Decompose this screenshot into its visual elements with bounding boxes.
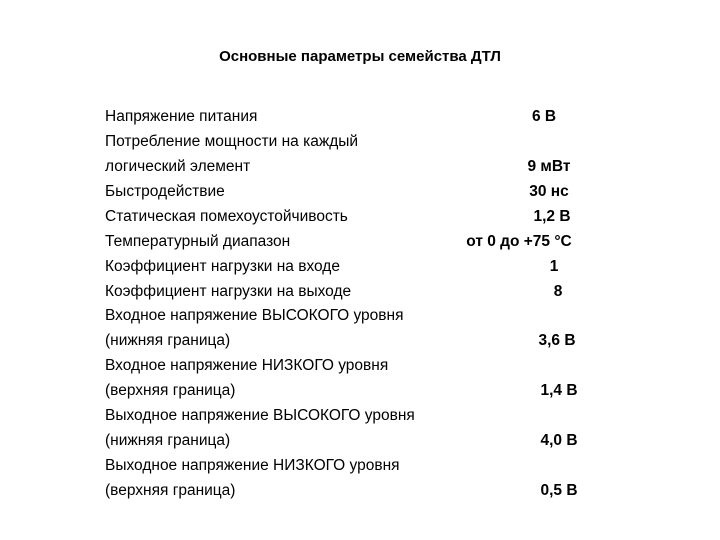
param-value-voh: 4,0 В [540,432,578,449]
param-value-supply-voltage: 6 В [531,108,557,125]
page-title: Основные параметры семейства ДТЛ [219,48,501,65]
param-value-fanin: 1 [549,258,559,275]
param-label-vih-line1: Входное напряжение ВЫСОКОГО уровня [105,307,404,324]
param-label-supply-voltage: Напряжение питания [105,108,258,125]
param-label-power-line1: Потребление мощности на каждый [105,133,359,150]
param-label-power-line2: логический элемент [105,158,251,175]
param-label-fanout: Коэффициент нагрузки на выходе [105,283,352,300]
param-value-power: 9 мВт [527,158,571,175]
param-value-speed: 30 нс [529,183,569,200]
param-value-noise-immunity: 1,2 В [533,208,571,225]
param-label-vil-line1: Входное напряжение НИЗКОГО уровня [105,357,389,374]
param-label-vil-line2: (верхняя граница) [105,382,236,399]
param-value-vil: 1,4 В [540,382,578,399]
param-label-vol-line2: (верхняя граница) [105,482,236,499]
param-value-vih: 3,6 В [538,332,576,349]
param-label-vol-line1: Выходное напряжение НИЗКОГО уровня [105,457,400,474]
param-label-noise-immunity: Статическая помехоустойчивость [105,208,348,225]
param-value-fanout: 8 [553,283,563,300]
param-value-temperature: от 0 до +75 °С [466,233,572,250]
param-label-temperature: Температурный диапазон [105,233,291,250]
param-label-vih-line2: (нижняя граница) [105,332,231,349]
param-label-voh-line2: (нижняя граница) [105,432,231,449]
param-value-vol: 0,5 В [540,482,578,499]
param-label-fanin: Коэффициент нагрузки на входе [105,258,340,275]
param-label-voh-line1: Выходное напряжение ВЫСОКОГО уровня [105,407,415,424]
param-label-speed: Быстродействие [105,183,225,200]
